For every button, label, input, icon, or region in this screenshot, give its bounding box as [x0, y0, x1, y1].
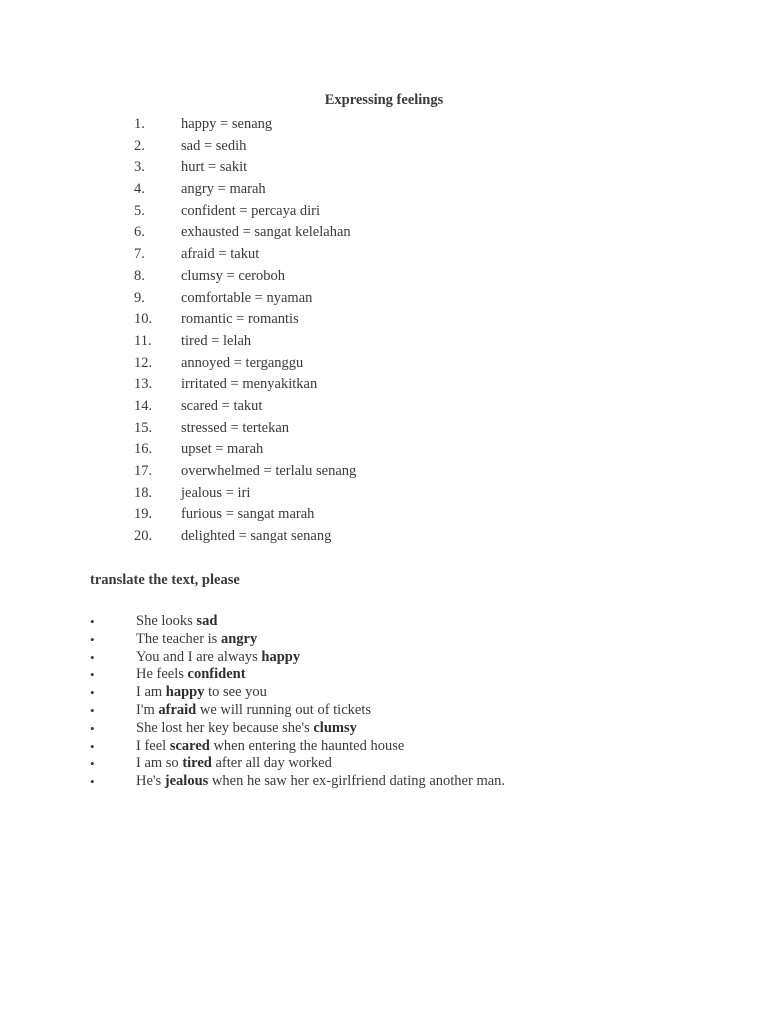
vocabulary-text: scared = takut — [181, 397, 263, 414]
sentence-prefix: She looks — [136, 613, 197, 629]
sentence-prefix: He feels — [136, 666, 188, 683]
vocabulary-number: 16. — [134, 441, 153, 458]
vocabulary-text: romantic = romantis — [181, 311, 299, 328]
vocabulary-text: exhausted = sangat kelelahan — [181, 224, 351, 241]
vocabulary-number: 1. — [134, 116, 145, 132]
sentence-text — [136, 666, 246, 684]
sentence-suffix: to see you — [204, 684, 267, 701]
vocabulary-text: jealous = iri — [181, 484, 251, 501]
sentence-keyword: clumsy — [313, 719, 357, 736]
vocabulary-number: 15. — [134, 419, 153, 436]
sentence-keyword: confident — [187, 666, 246, 683]
vocabulary-number: 17. — [134, 463, 153, 479]
vocabulary-number: 20. — [134, 528, 153, 545]
vocabulary-text: stressed = tertekan — [181, 419, 290, 436]
vocabulary-text: happy = senang — [181, 116, 273, 132]
vocabulary-text: tired = lelah — [181, 332, 252, 349]
vocabulary-text: sad = sedih — [181, 137, 247, 154]
sentence-keyword: tired — [182, 755, 212, 772]
vocabulary-text: annoyed = terganggu — [181, 354, 304, 371]
sentence-text — [136, 613, 217, 631]
vocabulary-text: afraid = takut — [181, 246, 260, 263]
sentence-text — [136, 720, 357, 738]
vocabulary-number: 19. — [134, 506, 153, 523]
document-title: Expressing feelings — [324, 92, 444, 108]
vocabulary-number: 8. — [134, 267, 145, 284]
sentence-text — [136, 738, 404, 756]
sentence-prefix: I am — [136, 684, 166, 701]
vocabulary-number: 7. — [134, 246, 145, 263]
sentence-keyword: sad — [196, 613, 218, 629]
bullet-icon: • — [90, 685, 95, 701]
sentence-text — [136, 631, 257, 649]
bullet-icon: • — [90, 631, 95, 647]
bullet-icon: • — [90, 720, 95, 736]
sentence-suffix: when entering the haunted house — [209, 737, 405, 754]
bullet-icon: • — [90, 738, 95, 754]
vocabulary-number: 6. — [134, 224, 145, 241]
sentence-prefix: I am so — [136, 755, 183, 772]
bullet-icon: • — [90, 702, 95, 718]
sentence-suffix: after all day worked — [211, 755, 332, 772]
bullet-icon: • — [90, 614, 95, 629]
vocabulary-text: delighted = sangat senang — [181, 528, 332, 545]
vocabulary-number: 10. — [134, 311, 153, 328]
sentence-keyword: angry — [220, 630, 258, 647]
sentence-text — [136, 773, 505, 791]
sentence-text — [136, 649, 300, 667]
vocabulary-number: 3. — [134, 159, 145, 176]
vocabulary-number: 18. — [134, 484, 153, 501]
vocabulary-number: 5. — [134, 202, 145, 219]
sentence-suffix: we will running out of tickets — [196, 701, 371, 718]
sentence-text — [136, 755, 332, 773]
sentence-keyword: scared — [169, 737, 210, 754]
sentence-keyword: happy — [165, 684, 205, 701]
sentence-keyword: happy — [261, 648, 301, 665]
sentence-keyword: afraid — [158, 701, 197, 718]
sentence-text — [136, 702, 371, 720]
vocabulary-text: clumsy = ceroboh — [181, 267, 286, 284]
vocabulary-text: angry = marah — [181, 181, 266, 198]
sentence-suffix: when he saw her ex-girlfriend dating another man. — [208, 773, 506, 790]
vocabulary-text: irritated = menyakitkan — [181, 376, 318, 393]
vocabulary-text: comfortable = nyaman — [181, 289, 313, 306]
vocabulary-number: 12. — [134, 354, 153, 371]
sentence-prefix: She lost her key because she's — [136, 719, 314, 736]
vocabulary-text: overwhelmed = terlalu senang — [181, 463, 357, 479]
vocabulary-number: 9. — [134, 289, 145, 306]
vocabulary-number: 4. — [134, 181, 145, 198]
bullet-icon: • — [90, 649, 95, 665]
vocabulary-number: 11. — [134, 332, 152, 349]
vocabulary-text: hurt = sakit — [181, 159, 248, 176]
vocabulary-text: confident = percaya diri — [181, 202, 321, 219]
sentence-prefix: I'm — [136, 701, 159, 718]
sentence-text — [136, 684, 267, 702]
sentence-keyword: jealous — [164, 773, 209, 790]
vocabulary-text: furious = sangat marah — [181, 506, 315, 523]
vocabulary-text: upset = marah — [181, 441, 264, 458]
bullet-icon: • — [90, 774, 95, 790]
vocabulary-number: 13. — [134, 376, 153, 393]
instruction-text: translate the text, please — [90, 572, 240, 588]
sentence-prefix: You and I are always — [136, 648, 262, 665]
vocabulary-number: 14. — [134, 397, 153, 414]
sentence-prefix: The teacher is — [136, 630, 221, 647]
vocabulary-number: 2. — [134, 137, 145, 154]
bullet-icon: • — [90, 667, 95, 683]
bullet-icon: • — [90, 756, 95, 772]
sentence-prefix: I feel — [136, 737, 170, 754]
sentence-prefix: He's — [136, 773, 165, 790]
